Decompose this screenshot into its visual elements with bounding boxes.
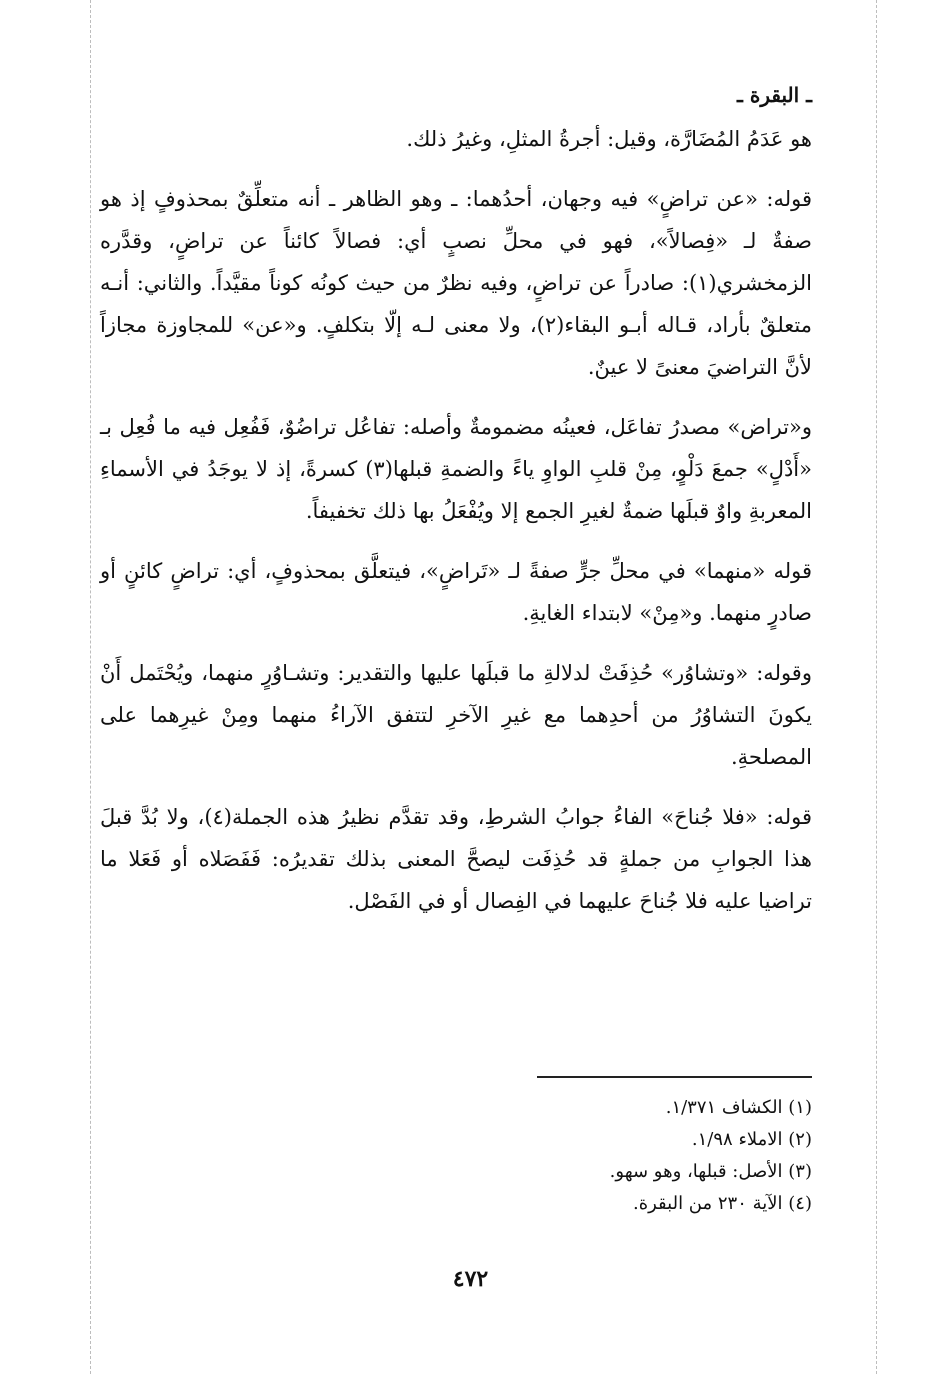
- scan-fold-line-left: [90, 0, 91, 1374]
- scan-fold-line-right: [876, 0, 877, 1374]
- paragraph-2: قوله: «عن تراضٍ» فيه وجهان، أحدُهما: ـ وهو الظاهر ـ أنه متعلِّقٌ بمحذوفٍ إذ هو صفةٌ لـ «فِصالاً»، فهو في محلِّ نصبٍ أي: فصالاً كائناً عن تراضٍ، وقدَّره الزمخشري(١): صادراً عن تراضٍ، وفيه نظرٌ من حيث كونُه كوناً مقيَّداً. والثاني: أنـه متعلقٌ بأراد، قـاله أبـو البقاء(٢)، ولا معنى لـه إلّا بتكلفٍ. و«عن» للمجاوزة مجازاً لأنَّ التراضيَ معنىً لا عينٌ.: [100, 187, 812, 379]
- footnotes: [500, 1092, 812, 1220]
- footnote-4: (٤) الآية ٢٣٠ من البقرة.: [632, 1193, 812, 1214]
- paragraph-4: قوله «منهما» في محلِّ جرٍّ صفةً لـ «تَراضٍ»، فيتعلَّق بمحذوفٍ، أي: تراضٍ كائنٍ أو صادرٍ منهما. و«مِنْ» لابتداء الغايةِ.: [100, 559, 812, 625]
- footnote-1: (١) الكشاف ١/٣٧١.: [665, 1097, 812, 1118]
- page-number: ٤٧٢: [452, 1266, 489, 1292]
- running-header: ـ البقرة ـ: [737, 83, 812, 107]
- paragraph-1: هو عَدَمُ المُضَارَّة، وقيل: أجرةُ المثلِ، وغيرُ ذلك.: [406, 127, 812, 151]
- footnote-2: (٢) الاملاء ١/٩٨.: [691, 1129, 812, 1150]
- footnote-divider: [537, 1076, 812, 1078]
- paragraph-5: وقوله: «وتشاوُر» حُذِفَتْ لدلالةِ ما قبلَها عليها والتقدير: وتشـاوُرٍ منهما، ويُحْتَمل أَنْ يكونَ التشاوُرُ من أحدِهما مع غيرِ الآخرِ لتتفق الآراءُ منهما ومِنْ غيرِهما على المصلحةِ.: [100, 661, 812, 769]
- footnote-3: (٣) الأصل: قبلها، وهو سهو.: [609, 1161, 812, 1182]
- page-body: [100, 80, 812, 940]
- paragraph-3: و«تراض» مصدرُ تفاعَل، فعينُه مضمومةٌ وأصله: تفاعُل تراضُوٌ، فَفُعِل فيه ما فُعِل بـ «أَدْلٍ» جمعَ دَلْوٍ، مِنْ قلبِ الواوِ ياءً والضمةِ قبلها(٣) كسرةً، إذ لا يوجَدُ في الأسماءِ المعربةِ واوٌ قبلَها ضمةٌ لغيرِ الجمع إلا ويُفْعَلُ بها ذلك تخفيفاً.: [100, 415, 812, 523]
- paragraph-6: قوله: «فلا جُناحَ» الفاءُ جوابُ الشرطِ، وقد تقدَّم نظيرُ هذه الجملة(٤)، ولا بُدَّ قبلَ هذا الجوابِ من جملةٍ قد حُذِفَت ليصحَّ المعنى بذلك تقديرُه: فَفَصَلاه أو فَعَلا ما تراضيا عليه فلا جُناحَ عليهما في الفِصال أو في الفَصْل.: [100, 805, 812, 913]
